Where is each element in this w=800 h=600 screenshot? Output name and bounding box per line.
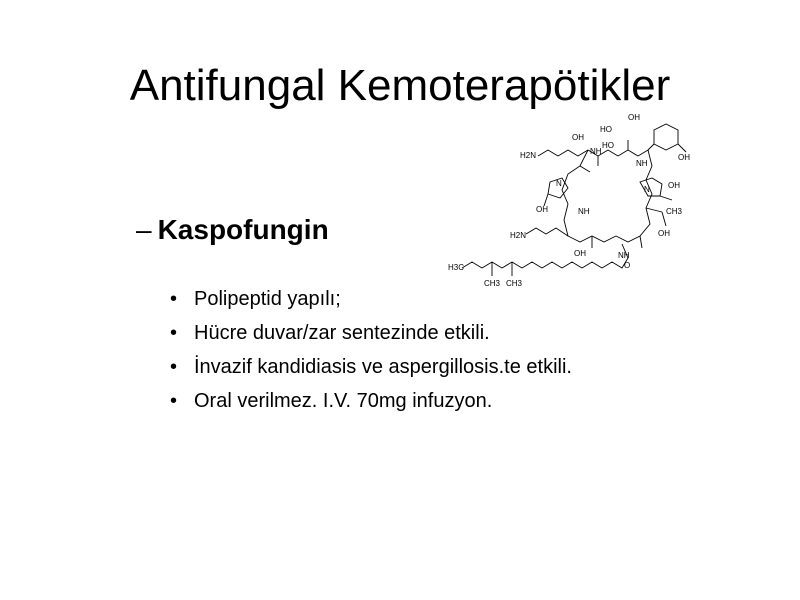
label-ch3-b: CH3: [506, 279, 523, 288]
label-nh-a: NH: [590, 147, 602, 156]
label-n-a: N: [556, 179, 562, 188]
list-item: [170, 389, 572, 413]
bullet-icon: •: [170, 288, 178, 310]
bullet-icon: •: [170, 390, 178, 412]
subheading: [136, 212, 329, 248]
label-n-b: N: [644, 185, 650, 194]
list-item: [170, 287, 572, 311]
label-oh-d: OH: [668, 181, 680, 190]
label-ho-1: HO: [600, 125, 612, 134]
label-h2n-mid: H2N: [510, 231, 527, 240]
bullet-icon: •: [170, 356, 178, 378]
label-oh-phenol: OH: [678, 153, 690, 162]
bullet-text: Oral verilmez. I.V. 70mg infuzyon.: [194, 390, 493, 412]
bullet-text: Polipeptid yapılı;: [194, 288, 341, 310]
slide-title: Antifungal Kemoterapötikler: [129, 61, 671, 110]
label-oh-top: OH: [628, 113, 640, 122]
label-oh-c: OH: [574, 249, 586, 258]
label-h2n-top: H2N: [520, 151, 537, 160]
caspofungin-structure-diagram: [440, 108, 710, 288]
list-item: [170, 321, 572, 345]
bullet-icon: •: [170, 322, 178, 344]
subheading-label: Kaspofungin: [157, 214, 329, 245]
subheading-dash: –: [136, 214, 152, 245]
label-ch3-a: CH3: [484, 279, 501, 288]
label-ch3-c: CH3: [666, 207, 683, 216]
label-oh-a: OH: [572, 133, 584, 142]
label-o: O: [624, 261, 631, 270]
label-ho-2: HO: [602, 141, 614, 150]
label-oh-b: OH: [536, 205, 548, 214]
label-nh-c: NH: [578, 207, 590, 216]
list-item: [170, 355, 572, 379]
bullet-text: İnvazif kandidiasis ve aspergillosis.te etkili.: [194, 356, 572, 378]
label-nh-b: NH: [636, 159, 648, 168]
bullet-list: [170, 287, 572, 423]
label-h3c: H3C: [448, 263, 465, 272]
label-nh-d: NH: [618, 251, 630, 260]
label-oh-e: OH: [658, 229, 670, 238]
bullet-text: Hücre duvar/zar sentezinde etkili.: [194, 322, 490, 344]
